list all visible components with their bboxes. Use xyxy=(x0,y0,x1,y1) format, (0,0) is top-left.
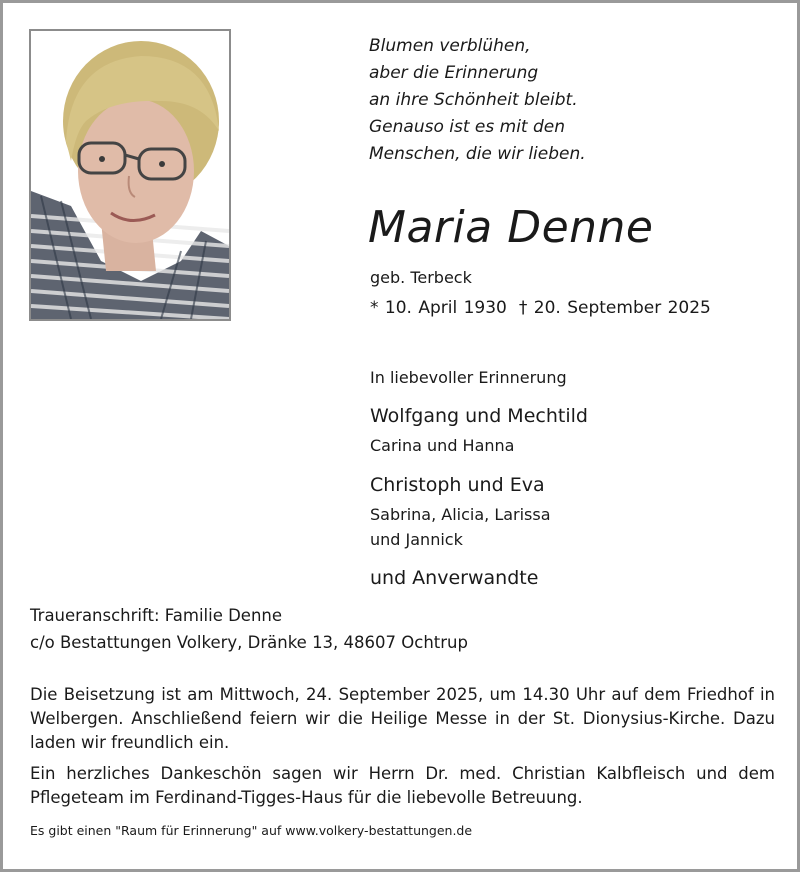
mourner-family-1-children: Carina und Hanna xyxy=(370,436,515,455)
mourning-address-street: c/o Bestattungen Volkery, Dränke 13, 48607 Ochtrup xyxy=(30,633,468,652)
portrait-photo xyxy=(29,29,231,321)
mourner-family-2-children-cont: und Jannick xyxy=(370,530,463,549)
poem-line: Blumen verblühen, xyxy=(369,36,531,56)
deceased-name: Maria Denne xyxy=(368,202,654,253)
footer-note: Es gibt einen "Raum für Erinnerung" auf www.volkery-bestattungen.de xyxy=(30,823,473,838)
poem-line: Genauso ist es mit den xyxy=(369,117,566,137)
memorial-poem xyxy=(369,33,586,168)
maiden-name: geb. Terbeck xyxy=(370,268,472,287)
funeral-notice: Die Beisetzung ist am Mittwoch, 24. September 2025, um 14.30 Uhr auf dem Friedhof in Welbergen. Anschließend feiern wir die Heilige Messe in der St. Dionysius-Kirche. Dazu laden wir freundlich ein. xyxy=(30,685,775,752)
death-date: † 20. September 2025 xyxy=(518,298,711,318)
life-dates xyxy=(370,298,711,318)
mourner-family-2-children: Sabrina, Alicia, Larissa xyxy=(370,505,551,524)
poem-line: Menschen, die wir lieben. xyxy=(369,144,586,164)
relatives: und Anverwandte xyxy=(370,567,539,589)
memory-intro: In liebevoller Erinnerung xyxy=(370,368,567,387)
mourning-address-name: Traueranschrift: Familie Denne xyxy=(30,606,283,625)
poem-line: an ihre Schönheit bleibt. xyxy=(369,90,578,110)
mourner-family-1: Wolfgang und Mechtild xyxy=(370,405,588,427)
thanks-notice: Ein herzliches Dankeschön sagen wir Herrn Dr. med. Christian Kalbfleisch und dem Pflegeteam im Ferdinand-Tigges-Haus für die liebevolle Betreuung. xyxy=(30,764,775,807)
poem-line: aber die Erinnerung xyxy=(369,63,539,83)
birth-date: * 10. April 1930 xyxy=(370,298,507,318)
mourner-family-2: Christoph und Eva xyxy=(370,474,545,496)
